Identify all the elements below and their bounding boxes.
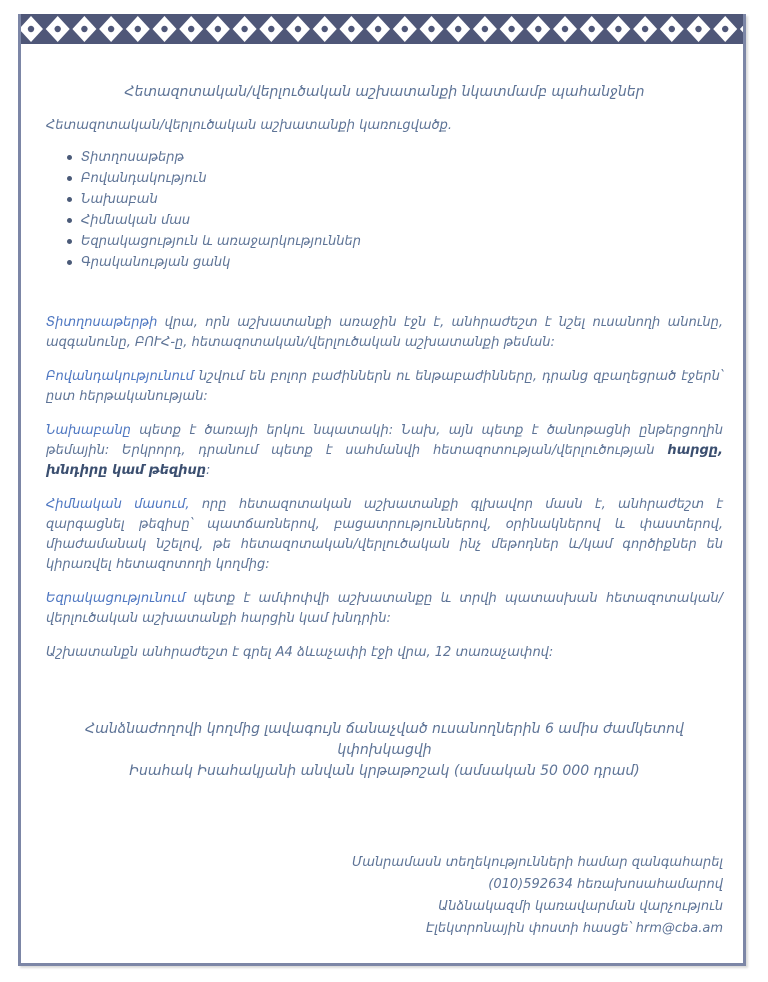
contact-phone: (010)592634 հեռախոսահամարով (488, 877, 723, 892)
list-item: Նախաբան (81, 189, 723, 210)
paragraph-lead: Նախաբանը (46, 423, 131, 438)
banner-dot (428, 26, 434, 32)
banner-dot (642, 26, 648, 32)
banner-dot (482, 26, 488, 32)
decorative-diamond-banner (21, 14, 743, 44)
structure-list (46, 147, 723, 273)
contact-info (46, 852, 723, 940)
banner-dot (722, 26, 728, 32)
paragraph-preface (46, 421, 723, 481)
paragraph-lead: Հիմնական մասում, (46, 497, 190, 512)
paragraph-main-part (46, 495, 723, 575)
paragraph-format: Աշխատանքն անհրաժեշտ է գրել A4 ձևաչափի էջի վրա, 12 տառաչափով: (46, 645, 554, 660)
contact-department: Անձնակազմի կառավարման վարչություն (438, 899, 723, 914)
banner-dot (535, 26, 541, 32)
list-item: Գրականության ցանկ (81, 252, 723, 273)
banner-dot (508, 26, 514, 32)
paragraph-text: որը հետազոտական աշխատանքի գլխավոր մասն է, անհրաժեշտ է զարգացնել թեզիսը՝ պատճառներով, բացատրություններով, օրինակներով և փաստերով, միաժամանակ նշելով, թե հետազոտական/վերլուծական ինչ մեթոդներ և/կամ գործիքներ են կիրառվել հետազոտողի կողմից: (46, 497, 723, 572)
list-item: Տիտղոսաթերթ (81, 147, 723, 168)
banner-dot (562, 26, 568, 32)
banner-dot (28, 26, 34, 32)
contact-email: Էլեկտրոնային փոստի հասցե՝ hrm@cba.am (426, 921, 723, 936)
banner-dot (241, 26, 247, 32)
banner-dot (295, 26, 301, 32)
scholarship-announcement (46, 719, 723, 782)
page-frame (18, 14, 746, 966)
paragraph-emphasis: հարցը, խնդիրը կամ թեզիսը (46, 443, 723, 478)
paragraph-text: նշվում են բոլոր բաժիններն ու ենթաբաժինները, դրանց զբաղեցրած էջերն՝ ըստ հերթականության: (46, 369, 723, 404)
grant-line: Իսահակ Իսահակյանի անվան կրթաթոշակ (ամսական 50 000 դրամ) (129, 763, 640, 779)
banner-dot (669, 26, 675, 32)
paragraph-contents (46, 367, 723, 407)
contact-line: Մանրամասն տեղեկությունների համար զանգահարել (351, 855, 723, 870)
list-item: Եզրակացություն և առաջարկություններ (81, 231, 723, 252)
document-title: Հետազոտական/վերլուծական աշխատանքի նկատմամբ պահանջներ (124, 84, 645, 100)
banner-dot (348, 26, 354, 32)
banner-dot (108, 26, 114, 32)
banner-dot (215, 26, 221, 32)
paragraph-text: պետք է ամփոփվի աշխատանքը և տրվի պատասխան հետազոտական/վերլուծական աշխատանքի հարցին կամ խնդրին: (46, 591, 723, 626)
paragraph-conclusion (46, 589, 723, 629)
banner-dot (188, 26, 194, 32)
paragraph-text: պետք է ծառայի երկու նպատակի: Նախ, այն պետք է ծանոթացնի ընթերցողին թեմային: Երկրորդ, դրանում պետք է սահմանվի հետազոտության/վերլուծության (46, 423, 723, 458)
banner-dot (161, 26, 167, 32)
paragraph-lead: Բովանդակությունում (46, 369, 194, 384)
banner-dot (81, 26, 87, 32)
paragraph-lead: Եզրակացությունում (46, 591, 186, 606)
banner-dot (322, 26, 328, 32)
banner-dot (402, 26, 408, 32)
banner-dot (695, 26, 701, 32)
banner-dot (55, 26, 61, 32)
paragraph-text: վրա, որն աշխատանքի առաջին էջն է, անհրաժեշտ է նշել ուսանողի անունը, ազգանունը, ԲՈՒՀ-ը, հետազոտական/վերլուծական աշխատանքի թեման: (46, 315, 723, 350)
banner-dot (455, 26, 461, 32)
banner-dot (135, 26, 141, 32)
list-item: Հիմնական մաս (81, 210, 723, 231)
structure-label: Հետազոտական/վերլուծական աշխատանքի կառուցվածք. (46, 118, 452, 133)
banner-dot (589, 26, 595, 32)
document-body (46, 84, 723, 940)
paragraph-text: : (206, 463, 211, 478)
banner-dot (615, 26, 621, 32)
banner-dot (375, 26, 381, 32)
grant-line: Հանձնաժողովի կողմից լավագույն ճանաչված ուսանողներին 6 ամիս ժամկետով կփոխկացվի (85, 721, 684, 758)
list-item: Բովանդակություն (81, 168, 723, 189)
paragraph-lead: Տիտղոսաթերթի (46, 315, 158, 330)
banner-dot (268, 26, 274, 32)
paragraph-title-page (46, 313, 723, 353)
